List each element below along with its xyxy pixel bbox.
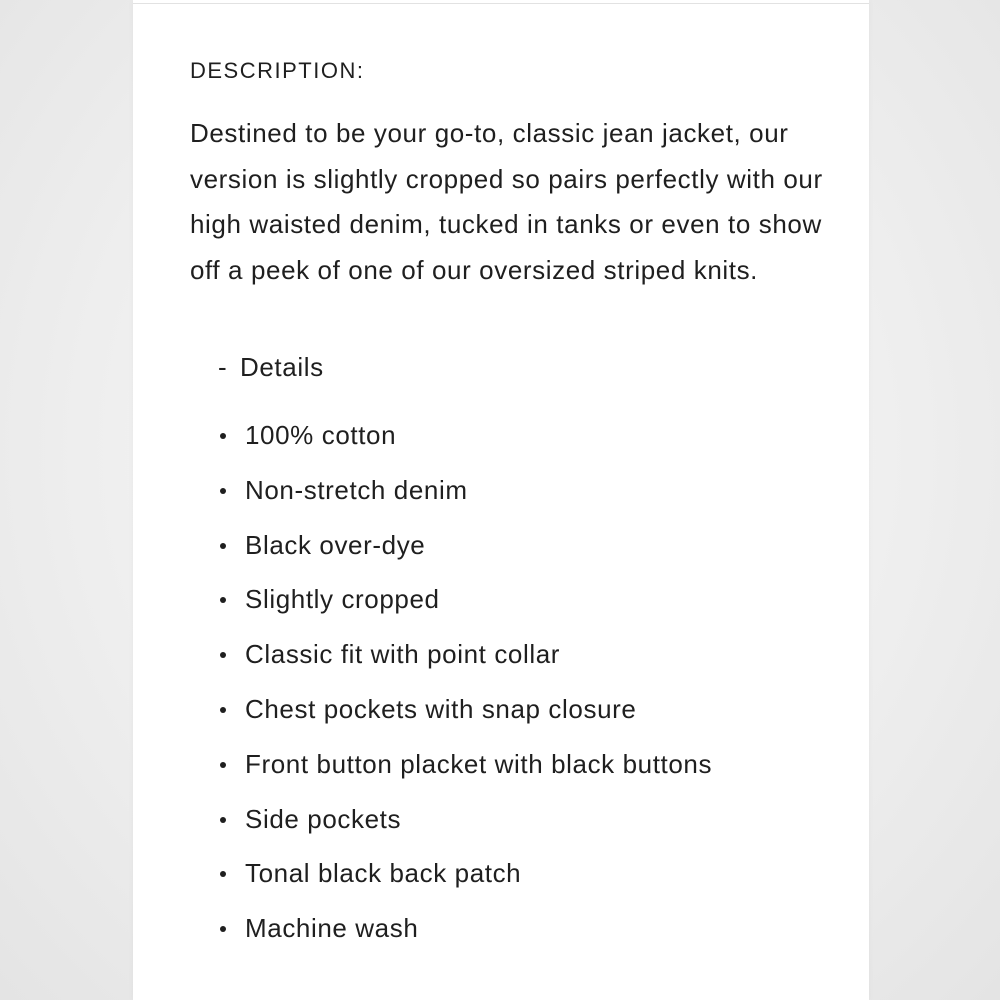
feature-text: Chest pockets with snap closure bbox=[245, 693, 637, 724]
list-item bbox=[218, 408, 712, 463]
list-item bbox=[218, 901, 712, 956]
feature-text: Machine wash bbox=[245, 913, 419, 944]
feature-text: Classic fit with point collar bbox=[245, 639, 561, 670]
details-dash: - bbox=[218, 352, 228, 382]
list-item bbox=[218, 518, 712, 573]
feature-text: 100% cotton bbox=[245, 420, 397, 450]
description-text: Destined to be your go-to, classic jean jacket, our version is slightly cropped so pairs perfectly with our high waisted denim, tucked in tanks or even to show off a peek of one of our oversized striped knits. bbox=[190, 118, 823, 285]
list-item bbox=[218, 627, 712, 682]
list-item bbox=[218, 572, 712, 627]
list-item bbox=[218, 682, 712, 737]
description-panel bbox=[133, 0, 869, 1000]
feature-text: Tonal black back patch bbox=[245, 858, 522, 889]
feature-text: Front button placket with black buttons bbox=[245, 748, 713, 779]
list-item bbox=[218, 463, 712, 518]
feature-text: Black over-dye bbox=[245, 529, 426, 560]
list-item bbox=[218, 737, 712, 792]
feature-list bbox=[218, 408, 712, 956]
feature-text: Slightly cropped bbox=[245, 584, 440, 615]
list-item bbox=[218, 792, 712, 847]
top-divider bbox=[133, 3, 869, 4]
list-item bbox=[218, 846, 712, 901]
description-heading: DESCRIPTION: bbox=[190, 58, 365, 83]
details-label-text: Details bbox=[240, 352, 324, 382]
details-label bbox=[218, 352, 324, 383]
feature-text: Non-stretch denim bbox=[245, 474, 468, 505]
feature-text: Side pockets bbox=[245, 803, 402, 834]
